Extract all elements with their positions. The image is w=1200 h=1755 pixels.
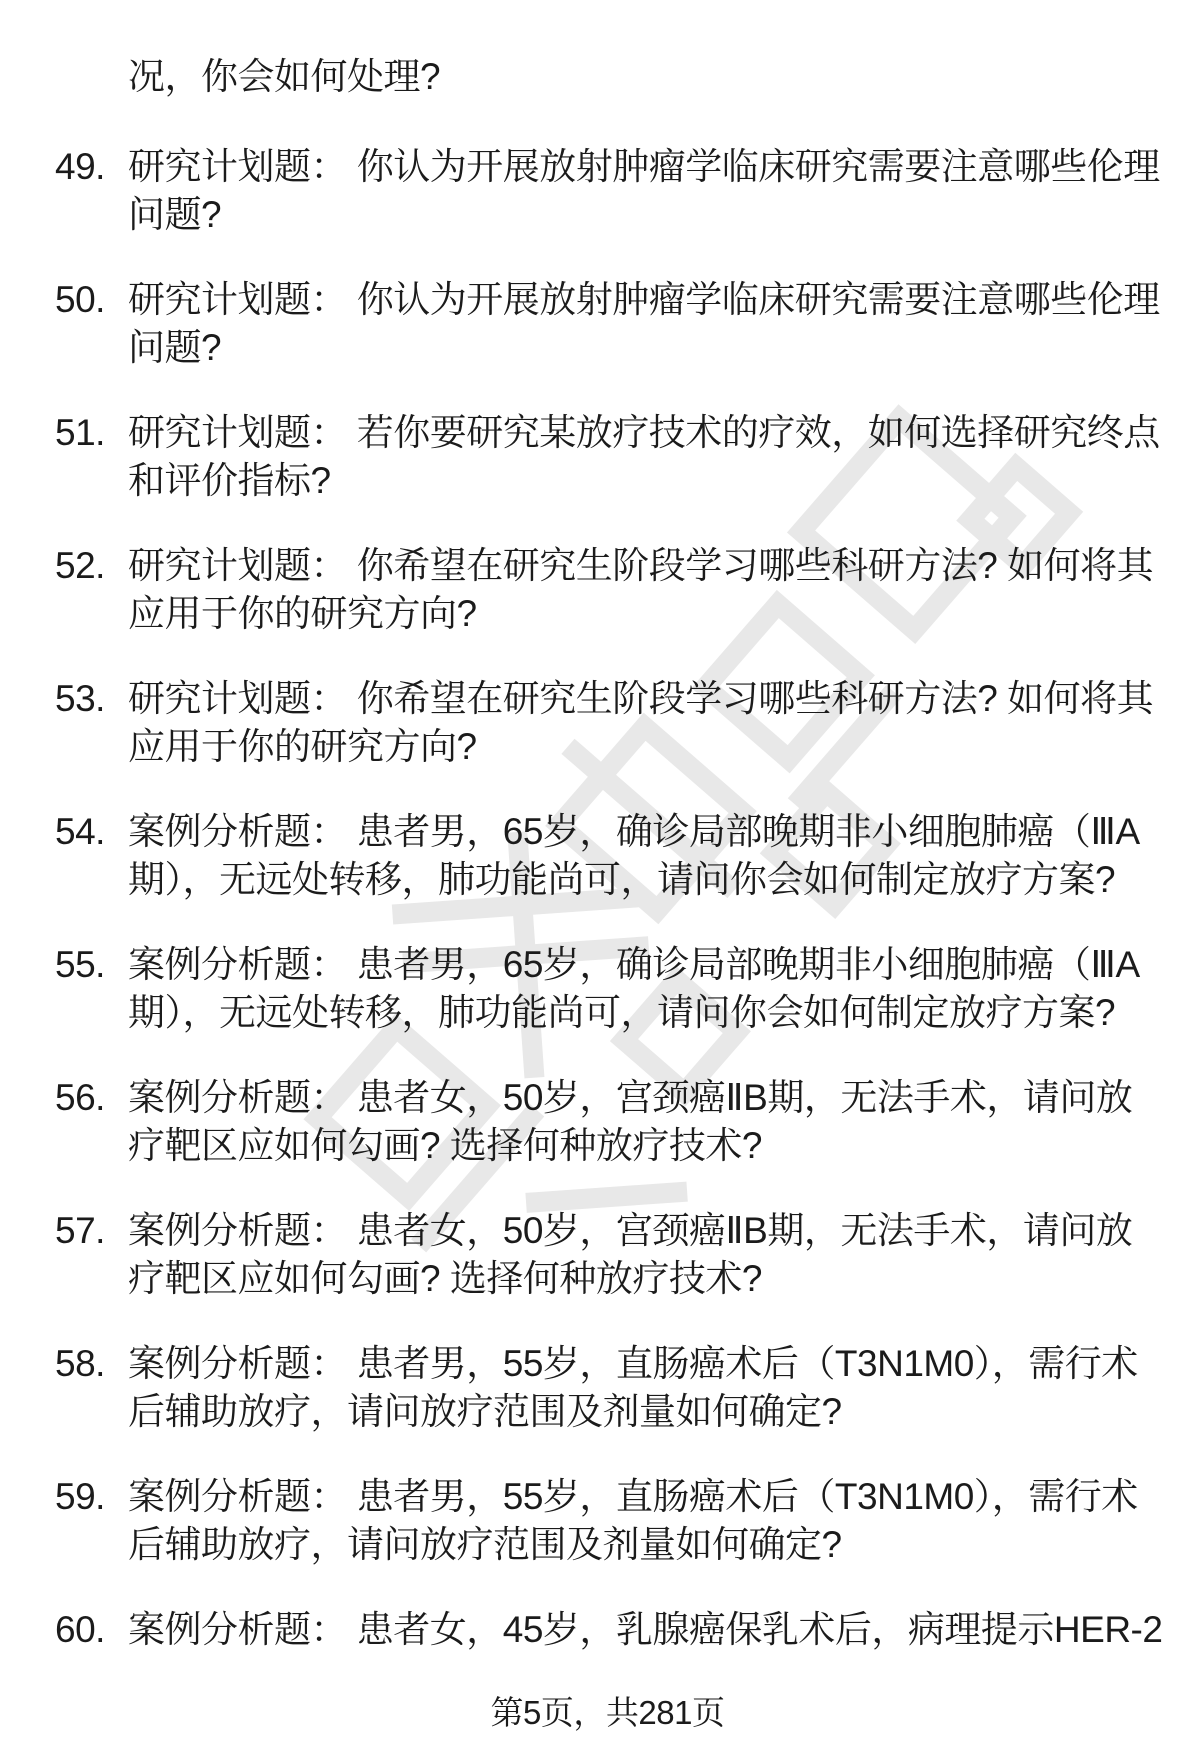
question-text-line: 案例分析题： 患者女，50岁，宫颈癌ⅡB期，无法手术，请问放 [128,1210,1133,1251]
question-number: 53. [55,678,105,719]
question-text [128,409,1160,505]
question-text [128,941,1160,1037]
question-text-line: 疗靶区应如何勾画? 选择何种放疗技术? [128,1125,762,1166]
question-item [55,675,1160,771]
question-item [55,1074,1160,1170]
question-number: 52. [55,545,105,586]
question-text [128,1473,1160,1569]
question-number: 56. [55,1077,105,1118]
question-text-line: 研究计划题： 你认为开展放射肿瘤学临床研究需要注意哪些伦理 [128,146,1160,187]
question-item [55,941,1160,1037]
question-number: 58. [55,1343,105,1384]
question-text-line: 研究计划题： 若你要研究某放疗技术的疗效，如何选择研究终点 [128,412,1160,453]
question-text-line: 研究计划题： 你希望在研究生阶段学习哪些科研方法? 如何将其 [128,678,1154,719]
question-text [128,1074,1160,1170]
question-text-line: 案例分析题： 患者女，50岁，宫颈癌ⅡB期，无法手术，请问放 [128,1077,1133,1118]
question-number: 57. [55,1210,105,1251]
question-item [55,808,1160,904]
question-text-line: 案例分析题： 患者女，45岁，乳腺癌保乳术后，病理提示HER-2 [128,1609,1163,1650]
question-text-line: 和评价指标? [128,460,331,501]
question-number: 60. [55,1609,105,1650]
question-text-line: 问题? [128,327,222,368]
question-text-line: 案例分析题： 患者男，55岁，直肠癌术后（T3N1M0），需行术 [128,1343,1138,1384]
question-number: 49. [55,146,105,187]
question-number: 54. [55,811,105,852]
question-text-line: 后辅助放疗，请问放疗范围及剂量如何确定? [128,1391,842,1432]
question-text-line: 期），无远处转移，肺功能尚可，请问你会如何制定放疗方案? [128,859,1116,900]
question-text-line: 疗靶区应如何勾画? 选择何种放疗技术? [128,1258,762,1299]
question-text-line: 期），无远处转移，肺功能尚可，请问你会如何制定放疗方案? [128,992,1116,1033]
question-item [55,542,1160,638]
question-number: 59. [55,1476,105,1517]
question-text [128,1207,1160,1303]
question-item [55,1207,1160,1303]
question-item [55,1606,1163,1654]
question-text [128,1606,1163,1654]
question-item [55,409,1160,505]
question-item [55,276,1160,372]
question-text-line: 研究计划题： 你希望在研究生阶段学习哪些科研方法? 如何将其 [128,545,1154,586]
question-text-line: 案例分析题： 患者男，65岁，确诊局部晚期非小细胞肺癌（ⅢA [128,811,1140,852]
question-text [128,675,1160,771]
page-footer: 第5页，共281页 [490,1694,725,1731]
question-text-line: 应用于你的研究方向? [128,726,477,767]
question-item [55,1473,1160,1569]
question-text [128,276,1160,372]
question-text-line: 案例分析题： 患者男，65岁，确诊局部晚期非小细胞肺癌（ⅢA [128,944,1140,985]
question-number: 51. [55,412,105,453]
question-number: 55. [55,944,105,985]
question-text-line: 后辅助放疗，请问放疗范围及剂量如何确定? [128,1524,842,1565]
question-text [128,143,1160,239]
question-item [55,143,1160,239]
question-text-line: 问题? [128,194,222,235]
question-text-line: 应用于你的研究方向? [128,593,477,634]
question-text [128,808,1160,904]
question-text-line: 研究计划题： 你认为开展放射肿瘤学临床研究需要注意哪些伦理 [128,279,1160,320]
questions-container [55,143,1163,1654]
question-text [128,1340,1160,1436]
question-text-line: 案例分析题： 患者男，55岁，直肠癌术后（T3N1M0），需行术 [128,1476,1138,1517]
question-number: 50. [55,279,105,320]
question-item [55,1340,1160,1436]
question-text [128,542,1160,638]
question-48-continuation: 况，你会如何处理? [128,56,441,97]
